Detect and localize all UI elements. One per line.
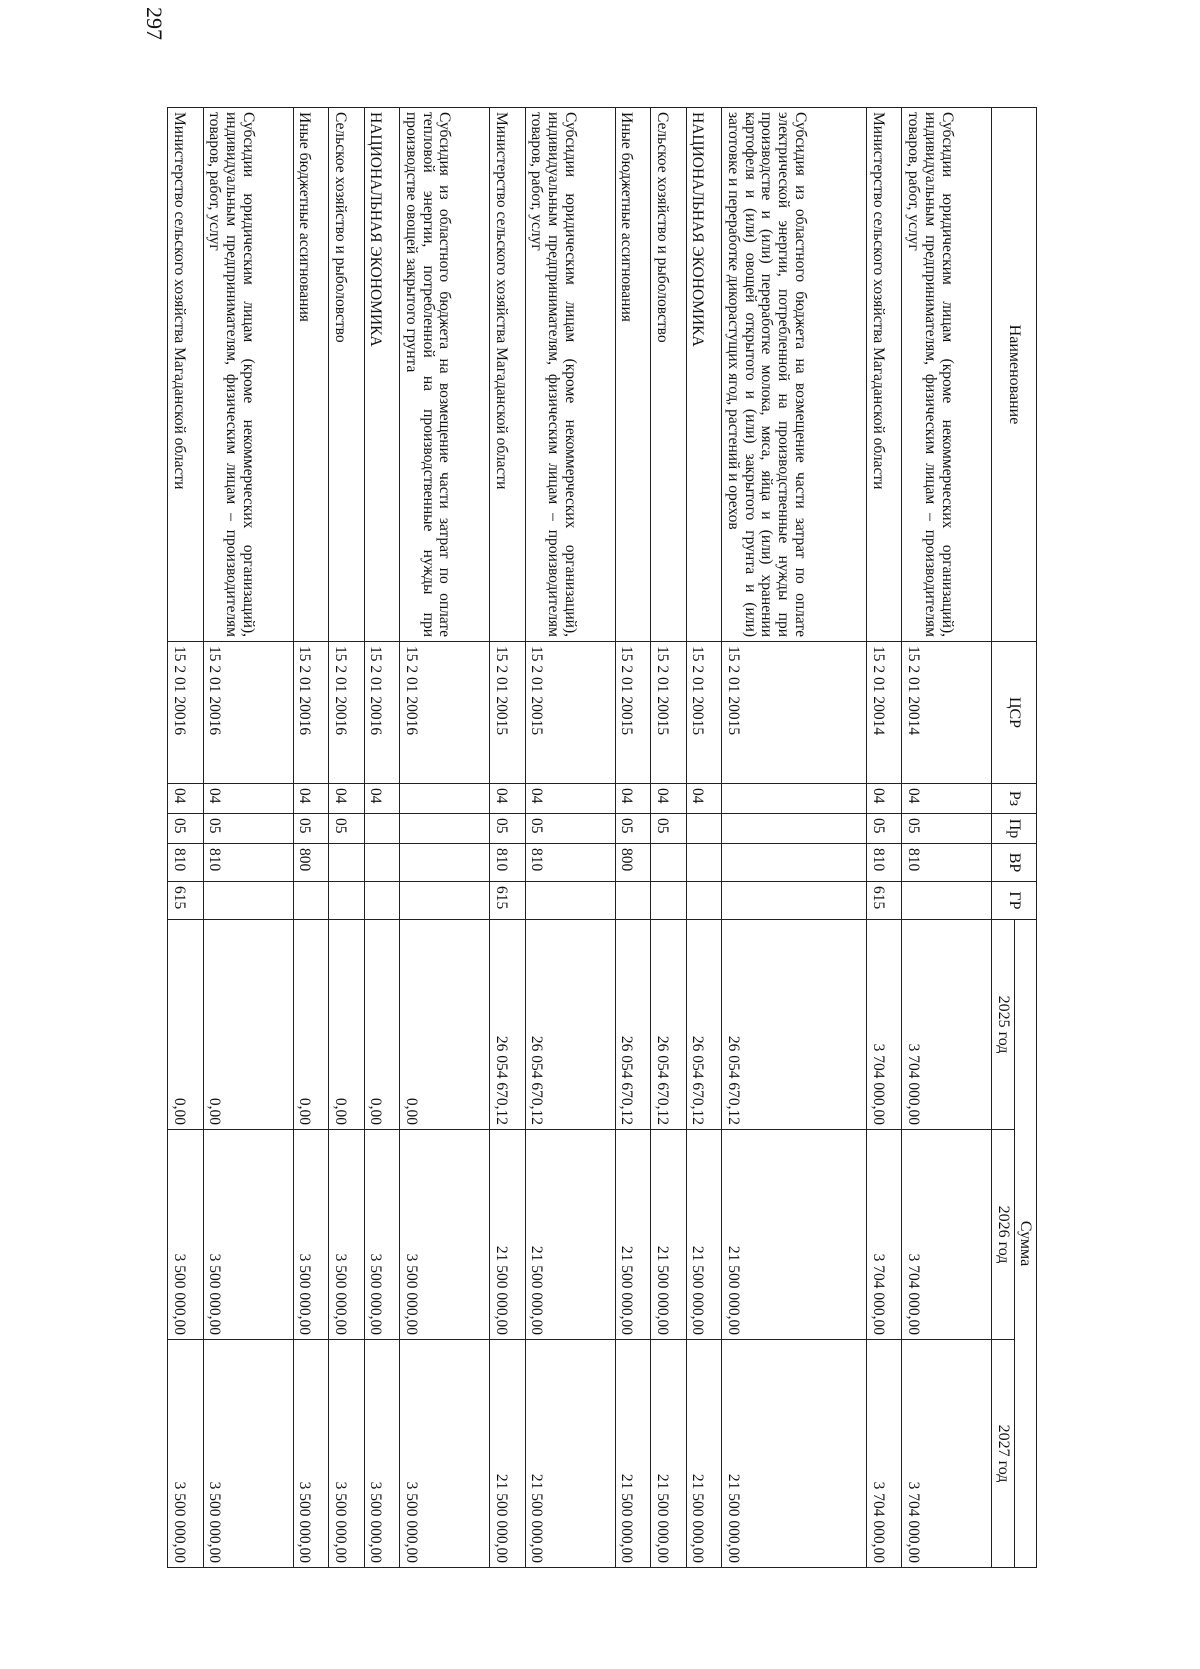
cell-name: Министерство сельского хозяйства Магаданской области: [168, 108, 204, 642]
cell-gr: [329, 882, 364, 920]
table-row: [722, 108, 867, 1568]
cell-pr: [400, 814, 490, 844]
cell-y2027: 3 500 000,00: [168, 1340, 204, 1568]
cell-csr: 15 2 01 20016: [203, 642, 293, 784]
cell-pr: 05: [490, 814, 525, 844]
cell-y2026: 3 500 000,00: [168, 1130, 204, 1340]
table-row: [615, 108, 650, 1568]
cell-vr: 810: [525, 844, 615, 882]
cell-y2025: 3 704 000,00: [866, 920, 901, 1130]
cell-csr: 15 2 01 20015: [651, 642, 686, 784]
page-number: 297: [142, 7, 167, 40]
cell-pr: 05: [866, 814, 901, 844]
cell-pr: [722, 814, 867, 844]
cell-csr: 15 2 01 20016: [364, 642, 399, 784]
cell-y2026: 3 500 000,00: [329, 1130, 364, 1340]
cell-vr: 810: [902, 844, 992, 882]
cell-csr: 15 2 01 20015: [615, 642, 650, 784]
cell-gr: [615, 882, 650, 920]
cell-y2026: 3 500 000,00: [203, 1130, 293, 1340]
cell-y2027: 3 704 000,00: [902, 1340, 992, 1568]
header-name: Наименование: [992, 108, 1037, 642]
cell-pr: 05: [329, 814, 364, 844]
cell-y2027: 3 500 000,00: [203, 1340, 293, 1568]
cell-name: Министерство сельского хозяйства Магаданской области: [490, 108, 525, 642]
cell-y2025: 26 054 670,12: [686, 920, 721, 1130]
cell-gr: [364, 882, 399, 920]
budget-table: [167, 107, 1037, 1568]
cell-pr: 05: [203, 814, 293, 844]
cell-vr: 810: [490, 844, 525, 882]
cell-rz: 04: [329, 784, 364, 814]
cell-vr: 800: [293, 844, 328, 882]
cell-rz: 04: [866, 784, 901, 814]
cell-y2027: 3 500 000,00: [400, 1340, 490, 1568]
cell-vr: 810: [203, 844, 293, 882]
cell-y2025: 0,00: [364, 920, 399, 1130]
cell-csr: 15 2 01 20015: [525, 642, 615, 784]
table-row: [525, 108, 615, 1568]
table-row: [902, 108, 992, 1568]
cell-gr: [293, 882, 328, 920]
cell-pr: [364, 814, 399, 844]
cell-name: Иные бюджетные ассигнования: [615, 108, 650, 642]
header-pr: Пр: [992, 814, 1037, 844]
cell-y2027: 3 500 000,00: [329, 1340, 364, 1568]
cell-y2027: 21 500 000,00: [686, 1340, 721, 1568]
cell-y2025: 0,00: [329, 920, 364, 1130]
table-row: [686, 108, 721, 1568]
table-row: [168, 108, 204, 1568]
cell-y2027: 21 500 000,00: [615, 1340, 650, 1568]
table-row: [364, 108, 399, 1568]
cell-rz: 04: [686, 784, 721, 814]
cell-y2025: 26 054 670,12: [615, 920, 650, 1130]
cell-pr: [686, 814, 721, 844]
cell-name: Субсидии юридическим лицам (кроме некоммерческих организаций), индивидуальным предпринимателям, физическим лицам – производителям товаров, работ, услуг: [902, 108, 992, 642]
cell-rz: 04: [651, 784, 686, 814]
table-row: [490, 108, 525, 1568]
cell-y2026: 3 704 000,00: [902, 1130, 992, 1340]
cell-y2026: 21 500 000,00: [615, 1130, 650, 1340]
cell-pr: 05: [615, 814, 650, 844]
cell-vr: [686, 844, 721, 882]
cell-rz: 04: [168, 784, 204, 814]
cell-name: НАЦИОНАЛЬНАЯ ЭКОНОМИКА: [364, 108, 399, 642]
cell-y2025: 0,00: [293, 920, 328, 1130]
cell-rz: 04: [364, 784, 399, 814]
cell-y2025: 0,00: [168, 920, 204, 1130]
cell-name: НАЦИОНАЛЬНАЯ ЭКОНОМИКА: [686, 108, 721, 642]
cell-y2025: 3 704 000,00: [902, 920, 992, 1130]
cell-gr: [400, 882, 490, 920]
table-row: [329, 108, 364, 1568]
cell-pr: 05: [293, 814, 328, 844]
cell-name: Министерство сельского хозяйства Магаданской области: [866, 108, 901, 642]
cell-name: Субсидии юридическим лицам (кроме некоммерческих организаций), индивидуальным предпринимателям, физическим лицам – производителям товаров, работ, услуг: [525, 108, 615, 642]
cell-pr: 05: [525, 814, 615, 844]
cell-vr: [364, 844, 399, 882]
cell-rz: 04: [293, 784, 328, 814]
cell-y2026: 21 500 000,00: [686, 1130, 721, 1340]
cell-name: Субсидия из областного бюджета на возмещение части затрат по оплате тепловой энергии, потребленной на производственные нужды при производстве овощей закрытого грунта: [400, 108, 490, 642]
cell-name: Сельское хозяйство и рыболовство: [651, 108, 686, 642]
header-sum: Сумма: [1014, 920, 1036, 1568]
cell-gr: [525, 882, 615, 920]
table-row: [400, 108, 490, 1568]
cell-rz: [722, 784, 867, 814]
cell-gr: [686, 882, 721, 920]
cell-pr: 05: [651, 814, 686, 844]
cell-y2025: 26 054 670,12: [651, 920, 686, 1130]
cell-gr: 615: [866, 882, 901, 920]
cell-csr: 15 2 01 20016: [400, 642, 490, 784]
cell-csr: 15 2 01 20016: [168, 642, 204, 784]
cell-gr: [203, 882, 293, 920]
table-row: [203, 108, 293, 1568]
cell-y2027: 3 500 000,00: [293, 1340, 328, 1568]
cell-gr: 615: [490, 882, 525, 920]
cell-name: Сельское хозяйство и рыболовство: [329, 108, 364, 642]
table-row: [651, 108, 686, 1568]
cell-rz: 04: [615, 784, 650, 814]
cell-rz: [400, 784, 490, 814]
cell-csr: 15 2 01 20014: [902, 642, 992, 784]
cell-y2027: 21 500 000,00: [490, 1340, 525, 1568]
cell-y2027: 3 500 000,00: [364, 1340, 399, 1568]
cell-csr: 15 2 01 20016: [293, 642, 328, 784]
cell-y2026: 3 500 000,00: [293, 1130, 328, 1340]
table-body: [168, 108, 992, 1568]
cell-pr: 05: [902, 814, 992, 844]
cell-rz: 04: [490, 784, 525, 814]
cell-y2027: 21 500 000,00: [722, 1340, 867, 1568]
cell-gr: [722, 882, 867, 920]
cell-y2025: 26 054 670,12: [490, 920, 525, 1130]
cell-vr: 810: [168, 844, 204, 882]
cell-csr: 15 2 01 20015: [722, 642, 867, 784]
cell-vr: [651, 844, 686, 882]
cell-rz: 04: [902, 784, 992, 814]
header-gr: ГР: [992, 882, 1037, 920]
cell-name: Субсидия из областного бюджета на возмещение части затрат по оплате электрической энергии, потребленной на производственные нужды при производстве и (или) переработке молока, мяса, яйца и (или) хранении картофеля и (или) овощей открытого и (или) закрытого грунта и (или) заготовке и переработке дикорастущих ягод, растений и орехов: [722, 108, 867, 642]
cell-y2026: 3 704 000,00: [866, 1130, 901, 1340]
header-2025: 2025 год: [992, 920, 1014, 1130]
header-rz: Рз: [992, 784, 1037, 814]
cell-gr: 615: [168, 882, 204, 920]
cell-pr: 05: [168, 814, 204, 844]
cell-rz: 04: [203, 784, 293, 814]
cell-name: Субсидии юридическим лицам (кроме некоммерческих организаций), индивидуальным предпринимателям, физическим лицам – производителям товаров, работ, услуг: [203, 108, 293, 642]
cell-rz: 04: [525, 784, 615, 814]
cell-vr: [400, 844, 490, 882]
header-vr: ВР: [992, 844, 1037, 882]
table-row: [866, 108, 901, 1568]
header-2026: 2026 год: [992, 1130, 1014, 1340]
cell-csr: 15 2 01 20016: [329, 642, 364, 784]
cell-y2026: 21 500 000,00: [525, 1130, 615, 1340]
cell-csr: 15 2 01 20015: [490, 642, 525, 784]
header-csr: ЦСР: [992, 642, 1037, 784]
cell-y2026: 3 500 000,00: [364, 1130, 399, 1340]
table-row: [293, 108, 328, 1568]
cell-y2026: 21 500 000,00: [490, 1130, 525, 1340]
cell-csr: 15 2 01 20015: [686, 642, 721, 784]
cell-y2025: 0,00: [203, 920, 293, 1130]
cell-y2026: 21 500 000,00: [651, 1130, 686, 1340]
cell-y2026: 3 500 000,00: [400, 1130, 490, 1340]
cell-csr: 15 2 01 20014: [866, 642, 901, 784]
rotated-page: [142, 7, 1037, 1567]
cell-y2025: 26 054 670,12: [525, 920, 615, 1130]
cell-y2025: 26 054 670,12: [722, 920, 867, 1130]
cell-y2025: 0,00: [400, 920, 490, 1130]
cell-vr: 810: [866, 844, 901, 882]
cell-y2026: 21 500 000,00: [722, 1130, 867, 1340]
cell-name: Иные бюджетные ассигнования: [293, 108, 328, 642]
cell-y2027: 3 704 000,00: [866, 1340, 901, 1568]
cell-vr: [722, 844, 867, 882]
cell-gr: [651, 882, 686, 920]
cell-y2027: 21 500 000,00: [525, 1340, 615, 1568]
header-2027: 2027 год: [992, 1340, 1014, 1568]
cell-vr: [329, 844, 364, 882]
cell-vr: 800: [615, 844, 650, 882]
cell-y2027: 21 500 000,00: [651, 1340, 686, 1568]
cell-gr: [902, 882, 992, 920]
